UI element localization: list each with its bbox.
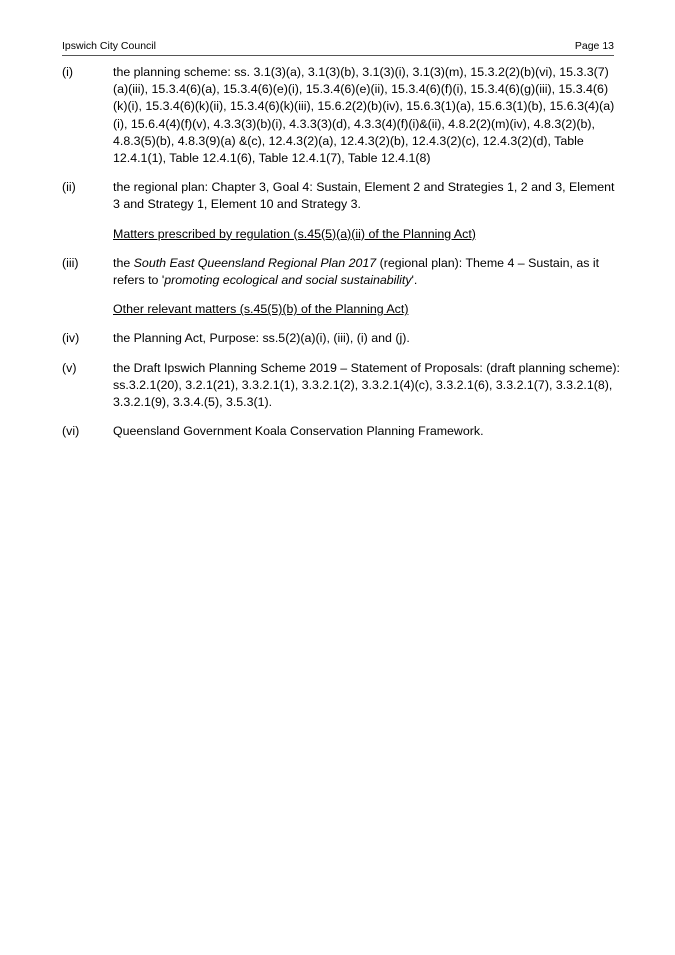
header-page-number: Page 13 [574,40,614,52]
item-number: (vi) [62,424,80,439]
list-item [62,255,622,289]
item-text-pre: the [113,255,134,270]
list-item [62,179,622,213]
item-text-mid: (regional plan): Theme 4 – Sustain, as it refers to ' [113,255,600,288]
item-text: Queensland Government Koala Conservation Planning Framework. [113,424,484,439]
item-number: (iv) [62,331,80,346]
item-text-post: '. [411,273,418,288]
item-number: (iii) [62,255,79,270]
header-org: Ipswich City Council [62,40,156,52]
list-item [62,330,622,347]
list-item [62,360,622,412]
list-item [62,64,622,167]
item-text [113,255,622,289]
section-heading-other: Other relevant matters (s.45(5)(b) of the Planning Act) [113,302,409,317]
sustainability-quote: promoting ecological and social sustainability [164,273,412,288]
item-number: (i) [62,65,74,79]
regional-plan-title: South East Queensland Regional Plan 2017 [133,255,377,270]
section-heading-regulation: Matters prescribed by regulation (s.45(5)(a)(ii) of the Planning Act) [113,226,476,241]
page-header [62,40,614,56]
item-text: the Planning Act, Purpose: ss.5(2)(a)(i), (iii), (i) and (j). [113,331,410,346]
item-text: the planning scheme: ss. 3.1(3)(a), 3.1(3)(b), 3.1(3)(i), 3.1(3)(m), 15.3.2(2)(b)(vi), 15.3.3(7)(a)(iii), 15.3.4(6)(a), 15.3.4(6)(e)(i), 15.3.4(6)(e)(ii), 15.3.4(6)(f)(i), 15.3.4(6)(g)(iii), 15.3.4(6)(k)(i), 15.3.4(6)(k)(ii), 15.3.4(6)(k)(iii), 15.6.2(2)(b)(iv), 15.6.3(1)(a), 15.6.3(1)(b), 15.6.3(4)(a)(i), 15.6.4(4)(f)(v), 4.3.3(3)(b)(i), 4.3.3(3)(d), 4.3.3(4)(f)(i)&(ii), 4.8.2(2)(m)(iv), 4.8.3(2)(b), 4.8.3(5)(b), 4.8.3(9)(a) &(c), 12.4.3(2)(a), 12.4.3(2)(b), 12.4.3(2)(c), 12.4.3(2)(d), Table 12.4.1(1), Table 12.4.1(6), Table 12.4.1(7), Table 12.4.1(8) [113,65,615,166]
item-number: (v) [62,360,77,375]
item-text: the regional plan: Chapter 3, Goal 4: Sustain, Element 2 and Strategies 1, 2 and 3, Element 3 and Strategy 1, Element 10 and Strategy 3. [113,180,615,212]
list-item [62,423,622,440]
item-text: the Draft Ipswich Planning Scheme 2019 – Statement of Proposals: (draft planning scheme): ss.3.2.1(20), 3.2.1(21), 3.3.2.1(1), 3.3.2.1(2), 3.3.2.1(4)(c), 3.3.2.1(6), 3.3.2.1(7), 3.3.2.1(8), 3.3.2.1(9), 3.3.4.(5), 3.5.3(1). [113,360,620,410]
item-number: (ii) [62,180,76,195]
document-body [62,64,622,452]
